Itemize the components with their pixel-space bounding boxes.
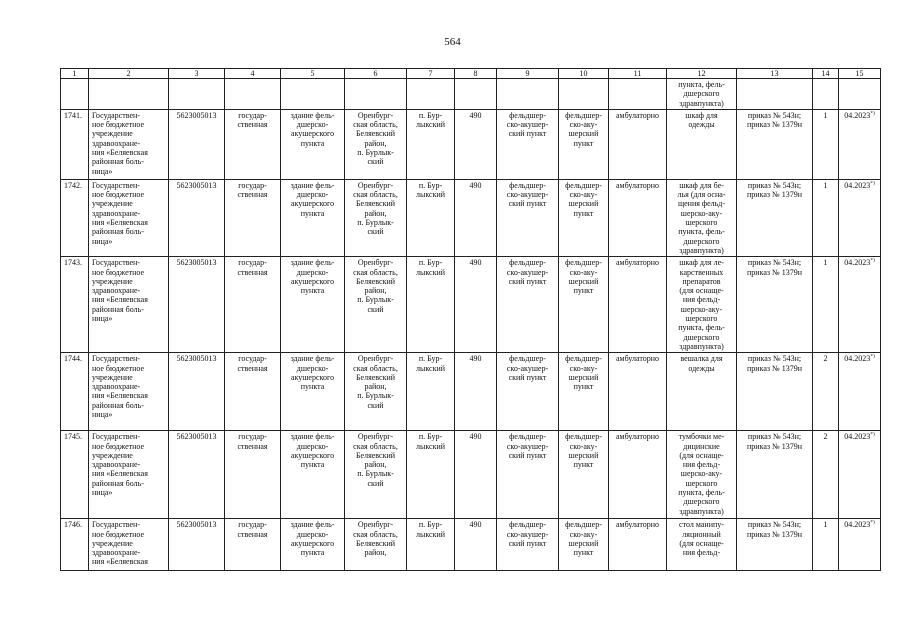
unit-name: фельдшер- ско-аку- шерский пункт: [559, 431, 609, 519]
ownership-form: государ- ственная: [225, 353, 281, 431]
regulation-order: приказ № 543н; приказ № 1379н: [737, 519, 813, 571]
organization-name: Государствен- ное бюджетное учреждение здравоохране- ния «Беляевская: [89, 519, 169, 571]
regulation-order: приказ № 543н; приказ № 1379н: [737, 431, 813, 519]
column-number: 4: [225, 69, 281, 79]
deadline-date-value: 04.2023: [844, 432, 871, 442]
deadline-date-value: 04.2023: [844, 258, 871, 268]
quantity: 1: [813, 179, 839, 256]
inn-code: 5623005013: [169, 431, 225, 519]
column-number: 15: [839, 69, 881, 79]
unit-name: фельдшер- ско-аку- шерский пункт: [559, 257, 609, 353]
ownership-form: государ- ственная: [225, 257, 281, 353]
column-number: 5: [281, 69, 345, 79]
column-number: 8: [455, 69, 497, 79]
equipment-name: тумбочки ме- дицинские (для оснаще- ния фельд- шерско-аку- шерского пункта, фель- дшерского здравпункта): [667, 431, 737, 519]
care-type: амбулаторно: [609, 179, 667, 256]
address: Оренбург- ская область, Беляевский район,: [345, 519, 407, 571]
settlement-code: 490: [455, 109, 497, 179]
organization-name: Государствен- ное бюджетное учреждение здравоохране- ния «Беляевская районная боль- ница»: [89, 353, 169, 431]
building-type: здание фель- дшерско- акушерского пункта: [281, 519, 345, 571]
footnote-mark: *): [870, 180, 875, 187]
deadline-date-value: 04.2023: [844, 520, 871, 530]
locality: п. Бур- лыкский: [407, 431, 455, 519]
column-number: 6: [345, 69, 407, 79]
building-type: здание фель- дшерско- акушерского пункта: [281, 257, 345, 353]
inn-code: 5623005013: [169, 519, 225, 571]
page-number: 564: [444, 36, 461, 48]
address: Оренбург- ская область, Беляевский район, п. Бурлык- ский: [345, 431, 407, 519]
unit-name: фельдшер- ско-аку- шерский пункт: [559, 109, 609, 179]
deadline-date: [839, 431, 881, 519]
care-type: амбулаторно: [609, 109, 667, 179]
settlement-code: 490: [455, 179, 497, 256]
ownership-form: государ- ственная: [225, 431, 281, 519]
unit-type: фельдшер- ско-акушер- ский пункт: [497, 431, 559, 519]
unit-name: фельдшер- ско-аку- шерский пункт: [559, 519, 609, 571]
deadline-date: [839, 179, 881, 256]
equipment-name: вешалка для одежды: [667, 353, 737, 431]
row-number: 1746.: [61, 519, 89, 571]
quantity: 2: [813, 353, 839, 431]
row-number: 1743.: [61, 257, 89, 353]
organization-name: Государствен- ное бюджетное учреждение здравоохране- ния «Беляевская районная боль- ница»: [89, 431, 169, 519]
settlement-code: 490: [455, 431, 497, 519]
footnote-mark: *): [870, 353, 875, 360]
deadline-date-value: 04.2023: [844, 354, 871, 364]
column-number: 11: [609, 69, 667, 79]
inn-code: 5623005013: [169, 179, 225, 256]
equipment-name: шкаф для одежды: [667, 109, 737, 179]
regulation-order: приказ № 543н; приказ № 1379н: [737, 353, 813, 431]
unit-name: фельдшер- ско-аку- шерский пункт: [559, 179, 609, 256]
equipment-name: стол манипу- ляционный (для оснаще- ния фельд-: [667, 519, 737, 571]
address: Оренбург- ская область, Беляевский район, п. Бурлык- ский: [345, 109, 407, 179]
address: Оренбург- ская область, Беляевский район, п. Бурлык- ский: [345, 179, 407, 256]
care-type: амбулаторно: [609, 257, 667, 353]
column-number-row: [61, 69, 881, 79]
column-number: 12: [667, 69, 737, 79]
deadline-date: [839, 353, 881, 431]
care-type: амбулаторно: [609, 519, 667, 571]
locality: п. Бур- лыкский: [407, 179, 455, 256]
locality: п. Бур- лыкский: [407, 109, 455, 179]
unit-type: фельдшер- ско-акушер- ский пункт: [497, 109, 559, 179]
footnote-mark: *): [870, 519, 875, 526]
table-row: [61, 109, 881, 179]
column-number: 1: [61, 69, 89, 79]
unit-type: фельдшер- ско-акушер- ский пункт: [497, 353, 559, 431]
locality: п. Бур- лыкский: [407, 353, 455, 431]
row-number: 1742.: [61, 179, 89, 256]
settlement-code: 490: [455, 519, 497, 571]
footnote-mark: *): [870, 110, 875, 117]
regulation-order: приказ № 543н; приказ № 1379н: [737, 179, 813, 256]
column-number: 9: [497, 69, 559, 79]
settlement-code: 490: [455, 353, 497, 431]
care-type: амбулаторно: [609, 353, 667, 431]
table-row: [61, 519, 881, 571]
equipment-table: [60, 68, 881, 571]
equipment-name: шкаф для ле- карственных препаратов (для оснаще- ния фельд- шерско-аку- шерского пункта, фель- дшерского здравпункта): [667, 257, 737, 353]
care-type: амбулаторно: [609, 431, 667, 519]
row-number: 1745.: [61, 431, 89, 519]
unit-name: фельдшер- ско-аку- шерский пункт: [559, 353, 609, 431]
inn-code: 5623005013: [169, 257, 225, 353]
unit-type: фельдшер- ско-акушер- ский пункт: [497, 519, 559, 571]
row-number: 1741.: [61, 109, 89, 179]
column-number: 13: [737, 69, 813, 79]
table-row: [61, 353, 881, 431]
unit-type: фельдшер- ско-акушер- ский пункт: [497, 179, 559, 256]
ownership-form: государ- ственная: [225, 519, 281, 571]
address: Оренбург- ская область, Беляевский район, п. Бурлык- ский: [345, 257, 407, 353]
equipment-continuation: пункта, фель- дшерского здравпункта): [667, 79, 737, 110]
regulation-order: приказ № 543н; приказ № 1379н: [737, 257, 813, 353]
column-number: 2: [89, 69, 169, 79]
deadline-date-value: 04.2023: [844, 110, 871, 120]
column-number: 14: [813, 69, 839, 79]
locality: п. Бур- лыкский: [407, 519, 455, 571]
organization-name: Государствен- ное бюджетное учреждение здравоохране- ния «Беляевская районная боль- ница»: [89, 179, 169, 256]
footnote-mark: *): [870, 431, 875, 438]
table-row: [61, 431, 881, 519]
unit-type: фельдшер- ско-акушер- ский пункт: [497, 257, 559, 353]
inn-code: 5623005013: [169, 353, 225, 431]
column-number: 7: [407, 69, 455, 79]
deadline-date: [839, 257, 881, 353]
quantity: 1: [813, 257, 839, 353]
ownership-form: государ- ственная: [225, 109, 281, 179]
inn-code: 5623005013: [169, 109, 225, 179]
ownership-form: государ- ственная: [225, 179, 281, 256]
building-type: здание фель- дшерско- акушерского пункта: [281, 353, 345, 431]
equipment-name: шкаф для бе- лья (для осна- щения фельд- шерско-аку- шерского пункта, фель- дшерского здравпункта): [667, 179, 737, 256]
quantity: 1: [813, 109, 839, 179]
column-number: 3: [169, 69, 225, 79]
quantity: 1: [813, 519, 839, 571]
organization-name: Государствен- ное бюджетное учреждение здравоохране- ния «Беляевская районная боль- ница»: [89, 257, 169, 353]
deadline-date: [839, 109, 881, 179]
address: Оренбург- ская область, Беляевский район, п. Бурлык- ский: [345, 353, 407, 431]
continuation-row: [61, 79, 881, 110]
locality: п. Бур- лыкский: [407, 257, 455, 353]
table-row: [61, 257, 881, 353]
table-row: [61, 179, 881, 256]
regulation-order: приказ № 543н; приказ № 1379н: [737, 109, 813, 179]
building-type: здание фель- дшерско- акушерского пункта: [281, 179, 345, 256]
organization-name: Государствен- ное бюджетное учреждение здравоохране- ния «Беляевская районная боль- ница»: [89, 109, 169, 179]
deadline-date: [839, 519, 881, 571]
quantity: 2: [813, 431, 839, 519]
row-number: 1744.: [61, 353, 89, 431]
building-type: здание фель- дшерско- акушерского пункта: [281, 109, 345, 179]
footnote-mark: *): [870, 257, 875, 264]
building-type: здание фель- дшерско- акушерского пункта: [281, 431, 345, 519]
settlement-code: 490: [455, 257, 497, 353]
deadline-date-value: 04.2023: [844, 180, 871, 190]
column-number: 10: [559, 69, 609, 79]
